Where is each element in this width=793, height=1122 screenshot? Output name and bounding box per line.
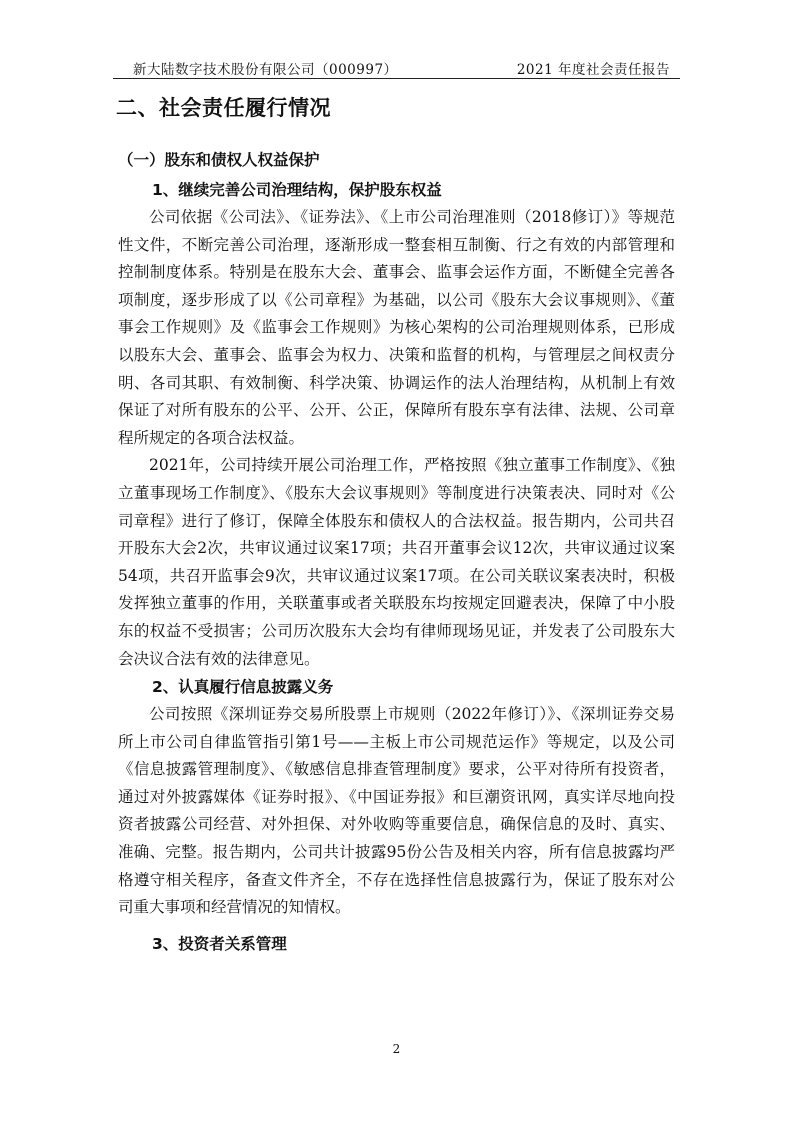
- item-2-paragraph-1: 公司按照《深圳证券交易所股票上市规则（2022年修订）》、《深圳证券交易所上市公司自律监管指引第1号——主板上市公司规范运作》等规定，以及公司《信息披露管理制度》、《敏感信息排查管理制度》要求，公平对待所有投资者，通过对外披露媒体《证券时报》、《中国证券报》和巨潮资讯网，真实详尽地向投资者披露公司经营、对外担保、对外收购等重要信息，确保信息的及时、真实、准确、完整。报告期内，公司共计披露95份公告及相关内容，所有信息披露均严格遵守相关程序，备查文件齐全，不存在选择性信息披露行为，保证了股东对公司重大事项和经营情况的知情权。: [118, 705, 675, 917]
- header-company-name: 新大陆数字技术股份有限公司（000997）: [133, 62, 398, 78]
- item-3-title: 3、投资者关系管理: [152, 934, 287, 953]
- item-1-paragraph-1: 公司依据《公司法》、《证券法》、《上市公司治理准则（2018修订）》等规范性文件，不断完善公司治理，逐渐形成一整套相互制衡、行之有效的内部管理和控制制度体系。特别是在股东大会、董事会、监事会运作方面，不断健全完善各项制度，逐步形成了以《公司章程》为基础，以公司《股东大会议事规则》、《董事会工作规则》及《监事会工作规则》为核心架构的公司治理规则体系，已形成以股东大会、董事会、监事会为权力、决策和监督的机构，与管理层之间权责分明、各司其职、有效制衡、科学决策、协调运作的法人治理结构，从机制上有效保证了对所有股东的公平、公开、公正，保障所有股东享有法律、法规、公司章程所规定的各项合法权益。: [118, 208, 675, 447]
- page-content: [118, 92, 675, 958]
- subsection-title: （一）股东和债权人权益保护: [118, 151, 320, 169]
- item-1-paragraph-2: 2021年，公司持续开展公司治理工作，严格按照《独立董事工作制度》、《独立董事现场工作制度》、《股东大会议事规则》等制度进行决策表决、同时对《公司章程》进行了修订，保障全体股东和债权人的合法权益。报告期内，公司共召开股东大会2次，共审议通过议案17项；共召开董事会议12次，共审议通过议案54项，共召开监事会9次，共审议通过议案17项。在公司关联议案表决时，积极发挥独立董事的作用，关联董事或者关联股东均按规定回避表决，保障了中小股东的权益不受损害；公司历次股东大会均有律师现场见证，并发表了公司股东大会决议合法有效的法律意见。: [118, 456, 675, 668]
- header-report-title: 2021 年度社会责任报告: [516, 62, 670, 78]
- section-title: 二、社会责任履行情况: [116, 96, 331, 120]
- item-2-title: 2、认真履行信息披露义务: [152, 678, 334, 697]
- item-1-title: 1、继续完善公司治理结构，保护股东权益: [152, 181, 442, 199]
- page-number: 2: [392, 1042, 401, 1056]
- page-header: [113, 52, 680, 79]
